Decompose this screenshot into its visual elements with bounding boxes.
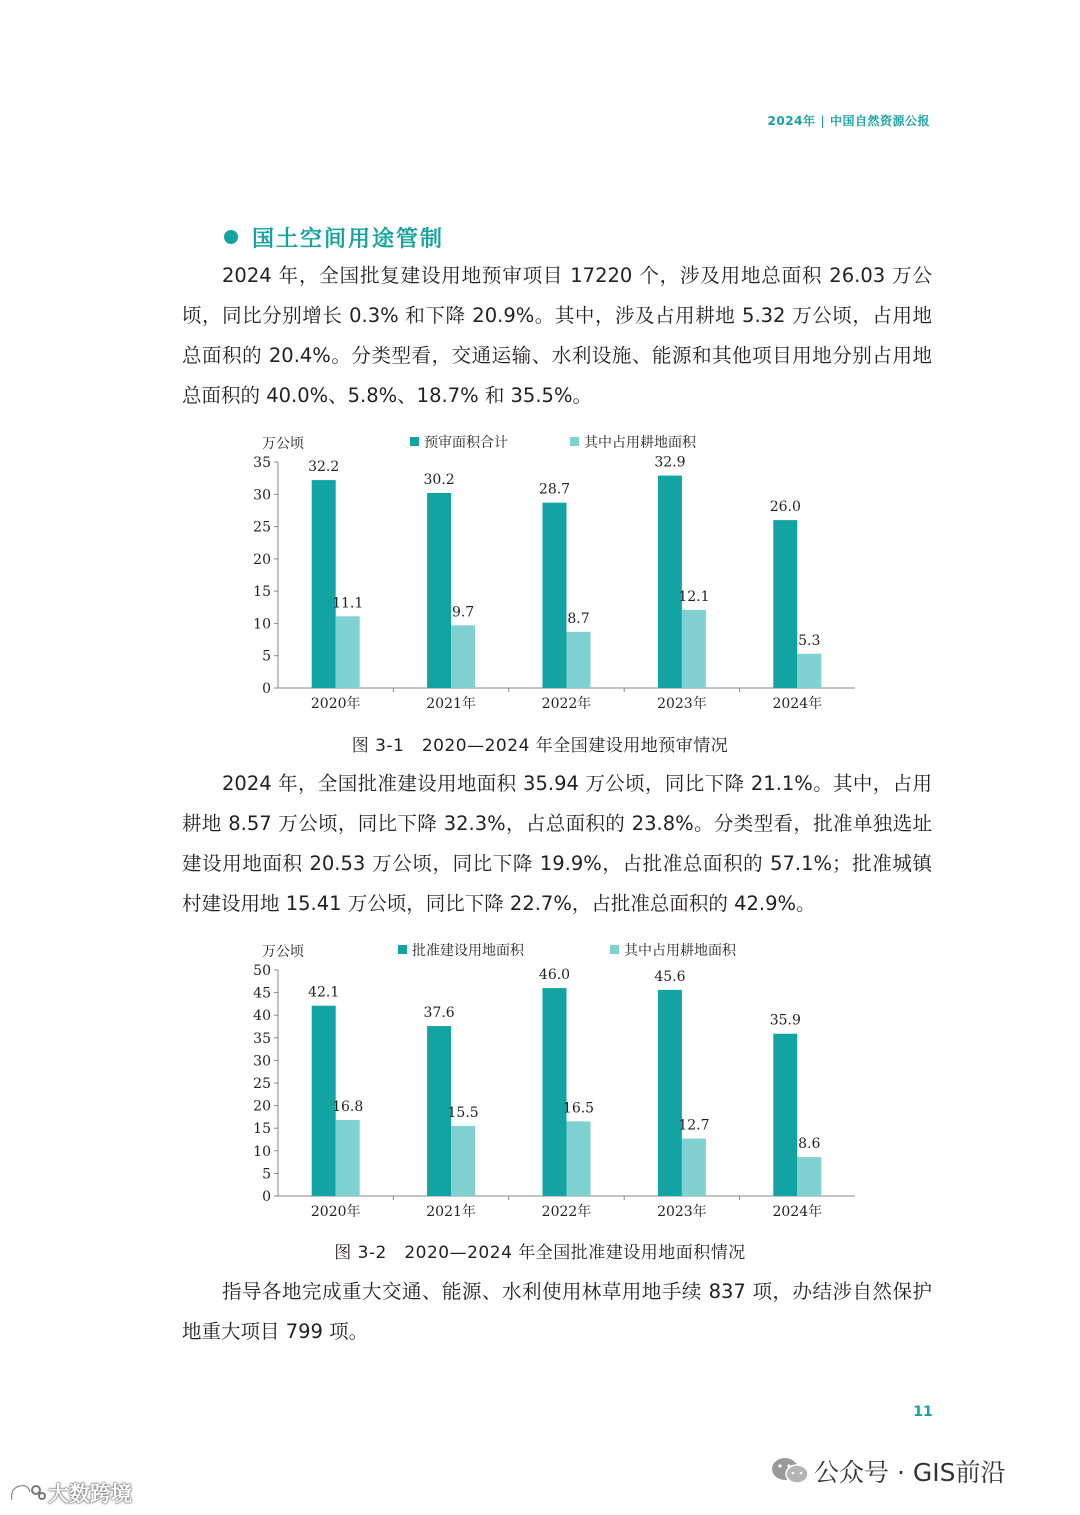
data-label: 26.0: [769, 499, 801, 516]
data-label: 30.2: [423, 471, 455, 488]
chart-pre-approval: [230, 428, 870, 718]
chart-pre-approval-svg: [230, 428, 870, 718]
y-tick-label: 25: [253, 519, 271, 536]
bar-total: [543, 503, 567, 688]
y-tick-label: 15: [253, 584, 271, 601]
y-axis-label: 万公顷: [262, 436, 304, 452]
header-separator: |: [820, 114, 825, 128]
wechat-icon: [770, 1456, 810, 1486]
y-tick-label: 0: [262, 1189, 271, 1205]
legend-label: 批准建设用地面积: [412, 943, 524, 959]
data-label: 32.2: [308, 459, 340, 476]
y-tick-label: 50: [253, 963, 271, 979]
data-label: 35.9: [769, 1012, 801, 1029]
y-tick-label: 10: [253, 1143, 271, 1160]
y-tick-label: 45: [253, 985, 271, 1002]
page-number: 11: [913, 1404, 933, 1420]
chart-approved-land: [230, 936, 870, 1226]
page-header: [768, 112, 930, 129]
paragraph-major-projects: 指导各地完成重大交通、能源、水利使用林草用地手续 837 项，办结涉自然保护地重大项目 799 项。: [182, 1280, 932, 1343]
y-tick-label: 30: [253, 487, 271, 504]
x-tick-label: 2024年: [772, 1204, 823, 1220]
bar-total: [773, 520, 797, 688]
y-tick-label: 35: [253, 455, 271, 471]
data-label: 8.7: [567, 610, 590, 627]
data-label: 45.6: [654, 968, 686, 985]
data-label: 46.0: [538, 967, 571, 984]
legend-swatch: [398, 945, 407, 954]
data-label: 32.9: [654, 454, 686, 471]
data-label: 11.1: [332, 595, 364, 612]
bar-total: [773, 1034, 797, 1196]
bullet-dot-icon: [224, 230, 238, 244]
brand-logo-icon: [8, 1480, 48, 1506]
y-tick-label: 5: [262, 1166, 271, 1183]
data-label: 5.3: [798, 632, 821, 649]
legend-swatch: [570, 437, 579, 446]
y-tick-label: 0: [262, 681, 271, 697]
chart-approved-land-svg: [230, 936, 870, 1226]
data-label: 16.8: [332, 1099, 364, 1116]
data-label: 12.1: [678, 588, 710, 605]
bar-farmland: [567, 1121, 591, 1196]
x-tick-label: 2022年: [541, 1204, 592, 1220]
legend-swatch: [410, 437, 419, 446]
brand-name: 大数跨境: [48, 1482, 132, 1506]
bar-total: [427, 493, 451, 688]
bar-farmland: [451, 1126, 475, 1196]
x-tick-label: 2024年: [772, 696, 823, 712]
x-tick-label: 2020年: [310, 696, 361, 712]
section-title-text: 国土空间用途管制: [252, 227, 445, 252]
data-label: 42.1: [308, 984, 340, 1001]
wechat-account-name: 公众号 · GIS前沿: [814, 1458, 1006, 1487]
bar-farmland: [336, 1120, 360, 1196]
legend-label: 其中占用耕地面积: [584, 435, 696, 451]
legend-swatch: [610, 945, 619, 954]
brand-watermark: [8, 1478, 132, 1508]
y-tick-label: 30: [253, 1053, 271, 1070]
bar-total: [312, 480, 336, 688]
x-tick-label: 2021年: [426, 696, 476, 712]
header-publication: 中国自然资源公报: [829, 114, 930, 128]
x-tick-label: 2021年: [426, 1204, 476, 1220]
bar-total: [658, 990, 682, 1196]
data-label: 28.7: [538, 481, 571, 498]
y-tick-label: 25: [253, 1076, 271, 1092]
bar-total: [543, 988, 567, 1196]
data-label: 16.5: [562, 1100, 595, 1117]
data-label: 37.6: [423, 1005, 455, 1022]
y-axis-label: 万公顷: [262, 944, 304, 960]
data-label: 9.7: [451, 604, 475, 621]
y-tick-label: 20: [253, 1098, 271, 1115]
data-label: 8.6: [798, 1136, 821, 1153]
y-tick-label: 5: [262, 648, 271, 665]
legend-label: 其中占用耕地面积: [624, 943, 736, 959]
y-tick-label: 15: [253, 1121, 271, 1138]
wechat-watermark: [770, 1453, 1005, 1489]
x-tick-label: 2022年: [541, 696, 592, 712]
y-tick-label: 20: [253, 551, 271, 568]
data-label: 12.7: [678, 1117, 710, 1134]
figure-caption-3-1: 图 3-1 2020—2024 年全国建设用地预审情况: [351, 736, 729, 756]
bar-farmland: [797, 1157, 821, 1196]
bar-farmland: [336, 616, 360, 688]
paragraph-land-pre-approval: 2024 年，全国批复建设用地预审项目 17220 个，涉及用地总面积 26.03 万公顷，同比分别增长 0.3% 和下降 20.9%。其中，涉及占用耕地 5.32 万公顷，占用地总面积的 20.4%。分类型看，交通运输、水利设施、能源和其他项目用地分别占用地总面积的 40.0%、5.8%、18.7% 和 35.5%。: [182, 264, 932, 407]
bar-farmland: [682, 1139, 706, 1196]
bar-farmland: [682, 610, 706, 688]
x-tick-label: 2020年: [310, 1204, 361, 1220]
bar-farmland: [451, 625, 475, 688]
data-label: 15.5: [447, 1104, 479, 1121]
bar-farmland: [797, 654, 821, 688]
bar-farmland: [567, 632, 591, 688]
y-tick-label: 10: [253, 616, 271, 633]
x-tick-label: 2023年: [657, 1204, 707, 1220]
section-title: [224, 222, 444, 253]
x-tick-label: 2023年: [657, 696, 707, 712]
bar-total: [658, 476, 682, 688]
figure-caption-3-2: 图 3-2 2020—2024 年全国批准建设用地面积情况: [334, 1243, 746, 1263]
y-tick-label: 40: [253, 1008, 271, 1025]
y-tick-label: 35: [253, 1030, 271, 1047]
paragraph-approved-land: 2024 年，全国批准建设用地面积 35.94 万公顷，同比下降 21.1%。其中，占用耕地 8.57 万公顷，同比下降 32.3%，占总面积的 23.8%。分类型看，批准单独选址建设用地面积 20.53 万公顷，同比下降 19.9%，占批准总面积的 57.1%；批准城镇村建设用地 15.41 万公顷，同比下降 22.7%，占批准总面积的 42.9%。: [182, 772, 932, 915]
legend-label: 预审面积合计: [424, 435, 508, 451]
header-year: 2024年: [767, 114, 816, 128]
